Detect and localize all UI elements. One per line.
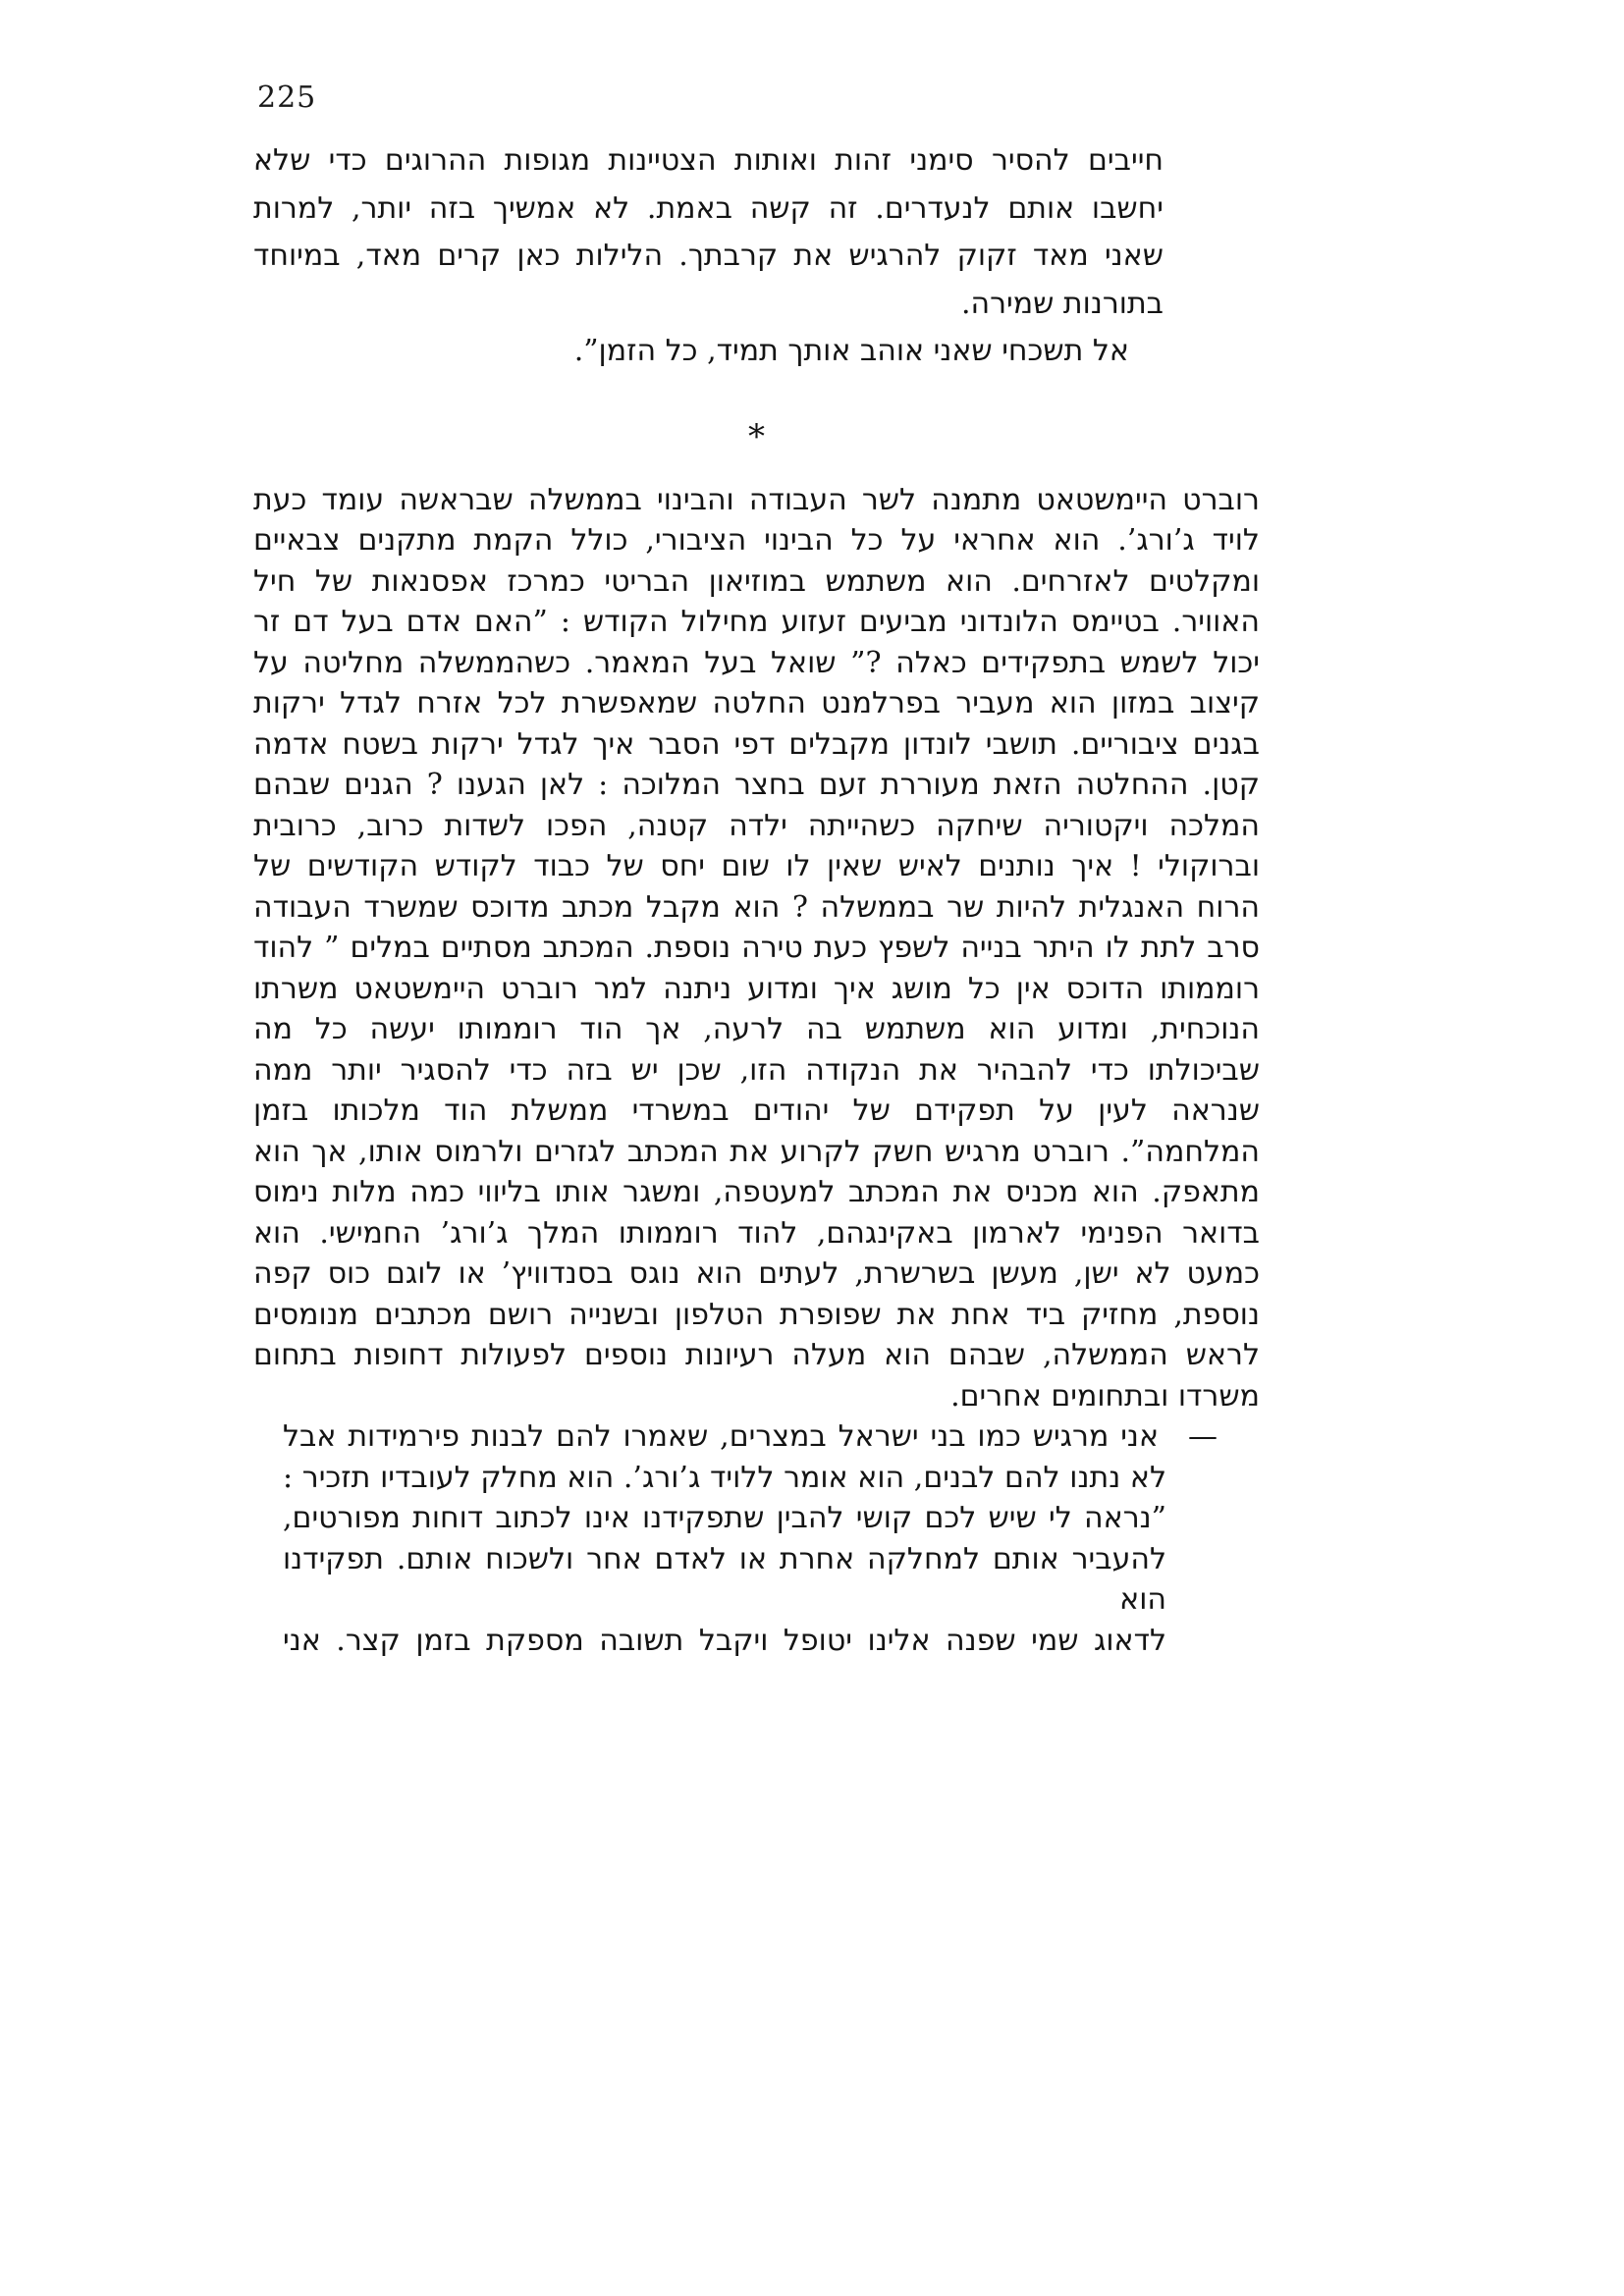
text-line: ”נראה לי שיש לכם קושי להבין שתפקידנו אינו לכתוב דוחות מפורטים,	[283, 1501, 1166, 1535]
text-line: לראש הממשלה, שבהם הוא מעלה רעיונות נוספים לפעולות דחופות בתחום	[253, 1338, 1260, 1372]
text-line: בגנים ציבוריים. תושבי לונדון מקבלים דפי הסבר איך לגדל ירקות בשטח אדמה	[253, 726, 1260, 762]
text-line: קיצוב במזון הוא מעביר בפרלמנט החלטה שמאפשרת לכל אזרח לגדל ירקות	[253, 686, 1260, 721]
text-line: להעביר אותם למחלקה אחרת או לאדם אחר ולשכוח אותם. תפקידנו הוא	[283, 1541, 1166, 1617]
text-line: כמעט לא ישן, מעשן בשרשרת, לעתים הוא נוגס בסנדוויץ’ או לוגם כוס קפה	[253, 1256, 1260, 1291]
text-line: האוויר. בטיימס הלונדוני מביעים זעזוע מחילול הקודש : ”האם אדם בעל דם זר	[253, 605, 1260, 639]
text-line: המלחמה”. רוברט מרגיש חשק לקרוע את המכתב לגזרים ולרמוס אותו, אך הוא	[253, 1134, 1260, 1169]
text-line: שביכולתו כדי להבהיר את הנקודה הזו, שכן יש בזה כדי להסגיר יותר ממה	[253, 1052, 1260, 1088]
letter-quote-block	[253, 137, 1260, 376]
text-line: יחשבו אותם לנעדרים. זה קשה באמת. לא אמשיך בזה יותר, למרות	[253, 190, 1164, 226]
text-line: רוממותו הדוכס אין כל מושג איך ומדוע ניתנה למר רוברט היימשטאט משרתו	[253, 971, 1260, 1006]
section-separator-asterisk: *	[748, 416, 765, 456]
dialogue-paragraph	[283, 1416, 1218, 1661]
dialogue-first-line-text: אני מרגיש כמו בני ישראל במצרים, שאמרו להם לבנות פירמידות אבל	[283, 1419, 1159, 1454]
text-line: קטן. ההחלטה הזאת מעוררת זעם בחצר המלוכה : לאן הגענו ? הגנים שבהם	[253, 768, 1260, 802]
text-line: יכול לשמש בתפקידים כאלה ?” שואל בעל המאמר. כשהממשלה מחליטה על	[253, 645, 1260, 680]
text-line: שאני מאד זקוק להרגיש את קרבתך. הלילות כאן קרים מאד, במיוחד	[253, 239, 1164, 273]
text-line: לא נתנו להם לבנים, הוא אומר ללויד ג’ורג’. הוא מחלק לעובדיו תזכיר :	[283, 1460, 1166, 1495]
text-line: משרדו ובתחומים אחרים.	[950, 1378, 1260, 1414]
text-line: מתאפק. הוא מכניס את המכתב למעטפה, ומשגר אותו בליווי כמה מלות נימוס	[253, 1175, 1260, 1209]
text-line: ומקלטים לאזרחים. הוא משתמש במוזיאון הבריטי כמרכז אפסנאות של חיל	[253, 563, 1260, 599]
text-line: הרוח האנגלית להיות שר בממשלה ? הוא מקבל מכתב מדוכס שמשרד העבודה	[253, 889, 1260, 925]
text-line: נוספת, מחזיק ביד אחת את שפופרת הטלפון ובשנייה רושם מכתבים מנומסים	[253, 1297, 1260, 1332]
text-line: שנראה לעין על תפקידם של יהודים במשרדי ממשלת הוד מלכותו בזמן	[253, 1094, 1260, 1128]
text-line: הנוכחית, ומדוע הוא משתמש בה לרעה, אך הוד רוממותו יעשה כל מה	[253, 1012, 1260, 1046]
page-number: 225	[257, 80, 317, 115]
text-line: וברוקולי ! איך נותנים לאיש שאין לו שום יחס של כבוד לקודש הקודשים של	[253, 849, 1261, 883]
text-line: לויד ג’ורג’. הוא אחראי על כל הבינוי הציבורי, כולל הקמת מתקנים צבאיים	[253, 523, 1260, 558]
text-line: סרב לתת לו היתר בנייה לשפץ כעת טירה נוספת. המכתב מסתיים במלים ” להוד	[253, 931, 1260, 965]
text-line	[283, 1416, 1218, 1458]
text-line: רוברט היימשטאט מתמנה לשר העבודה והבינוי בממשלה שבראשה עומד כעת	[253, 482, 1260, 517]
letter-closing-line: אל תשכחי שאני אוהב אותך תמיד, כל הזמן”.	[573, 334, 1129, 368]
text-line: המלכה ויקטוריה שיחקה כשהייתה ילדה קטנה, הפכו לשדות כרוב, כרובית	[253, 808, 1260, 843]
dialogue-dash: —	[1188, 1419, 1218, 1454]
page-text-column	[253, 137, 1260, 1661]
main-paragraph	[253, 480, 1260, 1417]
text-line: חייבים להסיר סימני זהות ואותות הצטיינות מגופות ההרוגים כדי שלא	[253, 143, 1164, 178]
text-line: בתורנות שמירה.	[960, 286, 1164, 321]
text-line: לדאוג שמי שפנה אלינו יטופל ויקבל תשובה מספקת בזמן קצר. אני	[283, 1623, 1166, 1658]
text-line: בדואר הפנימי לארמון באקינגהם, להוד רוממותו המלך ג’ורג’ החמישי. הוא	[253, 1215, 1260, 1251]
